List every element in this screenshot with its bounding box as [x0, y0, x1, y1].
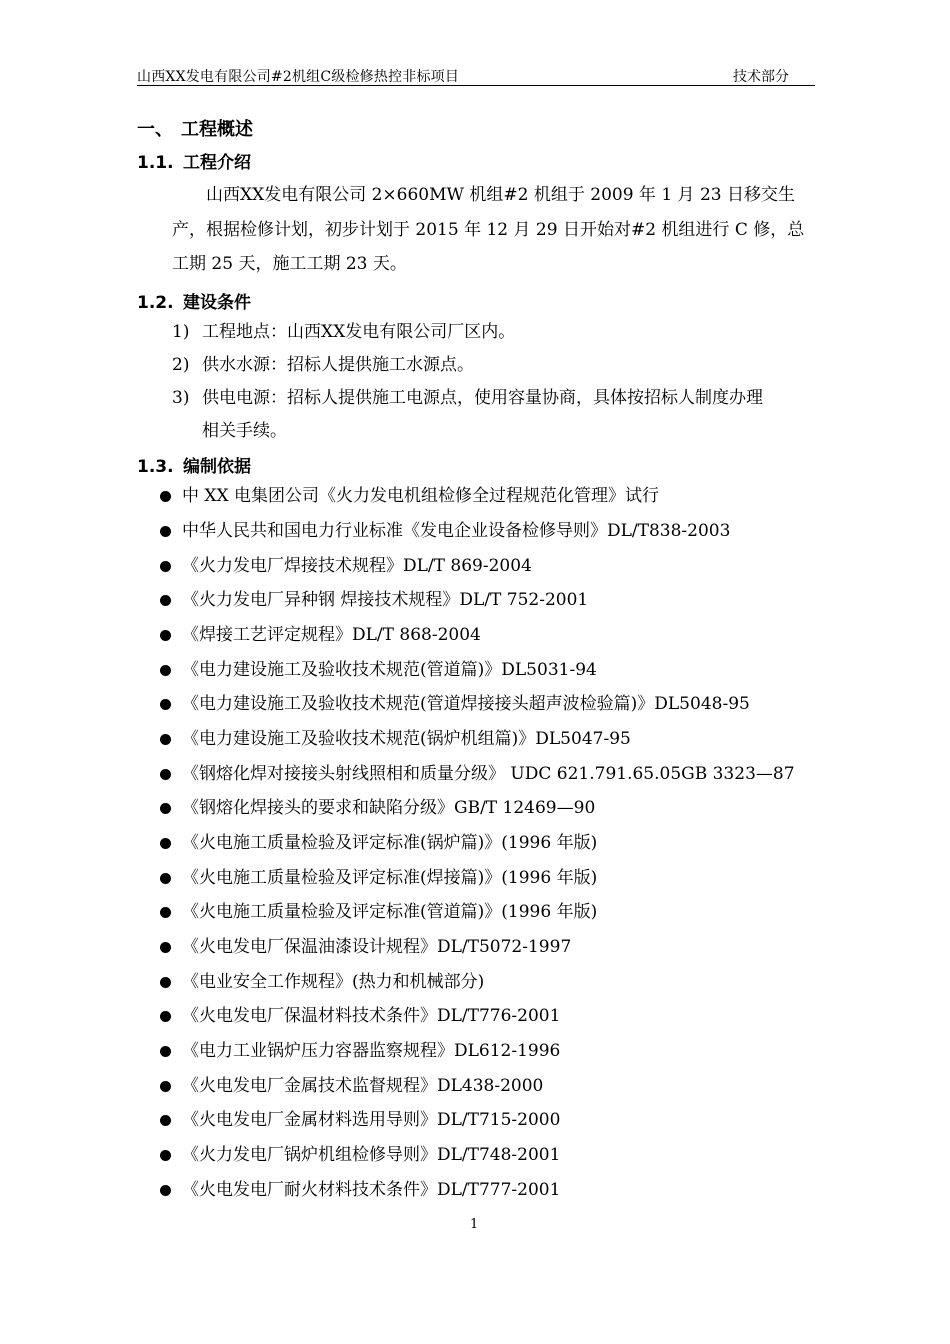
list-item-text: 《火电发电厂金属技术监督规程》DL438-2000: [182, 1076, 544, 1096]
list-marker: 2): [172, 355, 190, 375]
bullet-dot-icon: [160, 595, 171, 606]
section-number: 1.3.: [137, 457, 174, 477]
bullet-dot-icon: [160, 491, 171, 502]
bullet-dot-icon: [160, 526, 171, 537]
bullet-dot-icon: [160, 665, 171, 676]
list-marker: 3): [172, 388, 190, 408]
section-title: 编制依据: [183, 457, 251, 477]
list-item-text: 《火电发电厂金属材料选用导则》DL/T715-2000: [182, 1110, 561, 1130]
header-divider: [137, 85, 815, 86]
list-item-text: 《火电施工质量检验及评定标准(焊接篇)》(1996 年版): [182, 868, 598, 888]
section-title: 工程介绍: [183, 153, 251, 173]
section-1-2-heading: [137, 288, 251, 313]
bullet-dot-icon: [160, 907, 171, 918]
paragraph-line: 山西XX发电有限公司 2×660MW 机组#2 机组于 2009 年 1 月 23 日移交生: [206, 185, 795, 205]
section-number: 1.1.: [137, 153, 174, 173]
bullet-dot-icon: [160, 942, 171, 953]
list-item-text: 中华人民共和国电力行业标准《发电企业设备检修导则》DL/T838-2003: [182, 521, 731, 541]
section-title: 工程概述: [181, 119, 253, 140]
section-1-heading: [137, 115, 253, 141]
list-item-text: 《火力发电厂焊接技术规程》DL/T 869-2004: [182, 556, 532, 576]
bullet-dot-icon: [160, 1150, 171, 1161]
section-number: 1.2.: [137, 293, 174, 313]
list-item-text: 《钢熔化焊对接接头射线照相和质量分级》 UDC 621.791.65.05GB 3323—87: [182, 764, 795, 784]
list-item-text: 供水水源：招标人提供施工水源点。: [202, 355, 474, 375]
list-item-text: 《火电施工质量检验及评定标准(管道篇)》(1996 年版): [182, 902, 598, 922]
list-item-text: 《焊接工艺评定规程》DL/T 868-2004: [182, 625, 481, 645]
list-marker: 1): [172, 322, 190, 342]
list-item-text: 《电力建设施工及验收技术规范(锅炉机组篇)》DL5047-95: [182, 729, 631, 749]
bullet-dot-icon: [160, 1081, 171, 1092]
bullet-dot-icon: [160, 630, 171, 641]
bullet-dot-icon: [160, 1046, 171, 1057]
bullet-dot-icon: [160, 838, 171, 849]
list-item-text: 《火电发电厂保温材料技术条件》DL/T776-2001: [182, 1006, 561, 1026]
list-item-text: 工程地点：山西XX发电有限公司厂区内。: [202, 322, 516, 342]
list-item-text: 《电业安全工作规程》(热力和机械部分): [182, 972, 485, 992]
list-item-text: 《火电发电厂保温油漆设计规程》DL/T5072-1997: [182, 937, 572, 957]
list-item-text: 《火力发电厂锅炉机组检修导则》DL/T748-2001: [182, 1145, 561, 1165]
paragraph-line: 产，根据检修计划，初步计划于 2015 年 12 月 29 日开始对#2 机组进行 C 修，总: [172, 219, 805, 240]
bullet-dot-icon: [160, 734, 171, 745]
section-number: 一、: [137, 119, 173, 140]
bullet-dot-icon: [160, 1185, 171, 1196]
list-item-text: 《电力建设施工及验收技术规范(管道焊接接头超声波检验篇)》DL5048-95: [182, 694, 750, 714]
list-item-text: 中 XX 电集团公司《火力发电机组检修全过程规范化管理》试行: [182, 486, 660, 506]
list-item-text: 《钢熔化焊接头的要求和缺陷分级》GB/T 12469—90: [182, 798, 596, 818]
list-item-text: 《火电发电厂耐火材料技术条件》DL/T777-2001: [182, 1180, 561, 1200]
list-item-text: 《电力建设施工及验收技术规范(管道篇)》DL5031-94: [182, 660, 597, 680]
section-title: 建设条件: [183, 293, 251, 313]
section-1-3-heading: [137, 452, 251, 477]
bullet-dot-icon: [160, 1115, 171, 1126]
list-item: [172, 382, 815, 448]
list-item-text: 《电力工业锅炉压力容器监察规程》DL612-1996: [182, 1041, 561, 1061]
bullet-dot-icon: [160, 561, 171, 572]
list-item-text: 《火电施工质量检验及评定标准(锅炉篇)》(1996 年版): [182, 833, 598, 853]
list-item: [172, 349, 815, 382]
paragraph-line: 工期 25 天，施工工期 23 天。: [172, 254, 407, 274]
list-item-text: 《火力发电厂异种钢 焊接技术规程》DL/T 752-2001: [182, 590, 589, 610]
bullet-dot-icon: [160, 1011, 171, 1022]
header-section-label: 技术部分: [733, 69, 789, 85]
list-item-text-continued: 相关手续。: [202, 421, 287, 441]
header-project-title: 山西XX发电有限公司#2机组C级检修热控非标项目: [137, 69, 460, 85]
list-item: [172, 316, 815, 349]
bullet-dot-icon: [160, 803, 171, 814]
section-1-1-heading: [137, 148, 251, 173]
bullet-dot-icon: [160, 699, 171, 710]
list-item-text: 供电电源：招标人提供施工电源点，使用容量协商，具体按招标人制度办理: [202, 388, 763, 408]
project-intro-paragraph: [172, 178, 815, 282]
bullet-dot-icon: [160, 769, 171, 780]
page-number: 1: [470, 1217, 479, 1232]
bullet-dot-icon: [160, 873, 171, 884]
bullet-dot-icon: [160, 977, 171, 988]
